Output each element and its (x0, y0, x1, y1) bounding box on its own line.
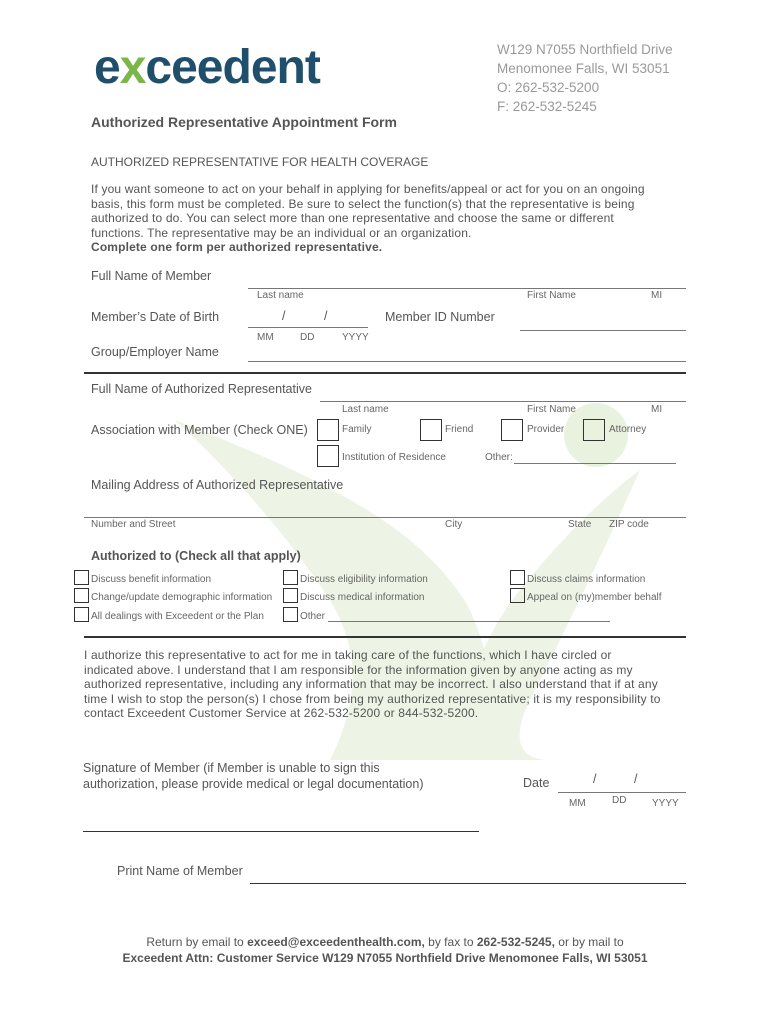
consent-line: indicated above. I understand that I am responsible for the information given by anyone acting as my (84, 662, 633, 677)
rep-full-name-label: Full Name of Authorized Representative (91, 382, 312, 396)
all-dealings-checkbox[interactable] (74, 607, 89, 622)
medical-info-label: Discuss medical information (300, 592, 425, 603)
form-title: Authorized Representative Appointment Form (91, 114, 397, 130)
demographic-checkbox[interactable] (74, 588, 89, 603)
other-authorized-label: Other (300, 611, 326, 622)
group-employer-label: Group/Employer Name (91, 345, 219, 359)
intro-paragraph (91, 182, 681, 255)
signature-label-line: authorization, please provide medical or legal documentation) (83, 777, 424, 791)
group-employer-input-line[interactable] (248, 361, 686, 362)
city-caption: City (445, 519, 463, 530)
association-label: Association with Member (Check ONE) (91, 423, 308, 437)
benefit-info-checkbox[interactable] (74, 570, 89, 585)
address-street: W129 N7055 Northfield Drive (497, 42, 673, 57)
section-divider (84, 372, 686, 374)
dob-mm-caption: MM (257, 332, 274, 343)
logo-text-pre: e (94, 41, 120, 94)
address-office-phone: O: 262-532-5200 (497, 80, 600, 95)
signature-label (83, 760, 423, 792)
attorney-option-label: Attorney (609, 424, 647, 435)
intro-line: basis, this form must be completed. Be sure to select the function(s) that the representative is being (91, 196, 635, 211)
mailing-address-label: Mailing Address of Authorized Representative (91, 478, 344, 492)
benefit-info-label: Discuss benefit information (91, 574, 212, 585)
zip-caption: ZIP code (609, 519, 649, 530)
rep-last-name-caption: Last name (342, 404, 389, 415)
dob-yyyy-caption: YYYY (342, 332, 369, 343)
footer-line-1 (0, 935, 770, 949)
footer-line-2: Exceedent Attn: Customer Service W129 N7055 Northfield Drive Menomonee Falls, WI 53051 (122, 951, 648, 965)
date-slash: / (634, 772, 638, 786)
intro-line: functions. The representative may be an individual or an organization. (91, 225, 472, 240)
member-first-name-caption: First Name (527, 290, 576, 301)
footer-fax: 262-532-5245, (476, 935, 555, 949)
dob-slash: / (324, 309, 328, 323)
intro-line: authorized to do. You can select more than one representative and choose the same or different (91, 211, 614, 225)
footer-email[interactable]: exceed@exceedenthealth.com, (247, 935, 425, 949)
sig-date-dd-caption: DD (612, 795, 627, 806)
consent-line: I authorize this representative to act for me in taking care of the functions, which I have circled or (84, 648, 612, 662)
intro-bold-note: Complete one form per authorized representative. (91, 240, 383, 254)
member-id-input-line[interactable] (520, 330, 686, 331)
company-address (497, 40, 673, 116)
dob-slash: / (282, 309, 286, 323)
institution-checkbox[interactable] (317, 445, 339, 467)
logo-x-figure: x (119, 41, 146, 94)
provider-checkbox[interactable] (501, 419, 523, 441)
signature-label-line: Signature of Member (if Member is unable to sign this (83, 761, 380, 775)
dob-dd-caption: DD (300, 332, 315, 343)
rep-name-input-line[interactable] (320, 401, 686, 402)
section-divider (84, 636, 686, 638)
sig-date-mm-caption: MM (569, 798, 586, 809)
footer-text: by fax to (424, 935, 477, 949)
claims-info-label: Discuss claims information (527, 574, 646, 585)
section-heading: AUTHORIZED REPRESENTATIVE FOR HEALTH COVERAGE (91, 155, 429, 169)
other-option-label: Other: (485, 452, 513, 463)
all-dealings-label: All dealings with Exceedent or the Plan (91, 611, 264, 622)
rep-mi-caption: MI (651, 404, 663, 415)
print-name-label: Print Name of Member (117, 864, 243, 878)
authorized-heading: Authorized to (Check all that apply) (91, 549, 301, 563)
member-mi-caption: MI (651, 290, 663, 301)
family-checkbox[interactable] (317, 419, 339, 441)
other-input-line[interactable] (514, 463, 676, 464)
other-authorized-input-line[interactable] (328, 621, 610, 622)
other-authorized-checkbox[interactable] (283, 607, 298, 622)
eligibility-info-label: Discuss eligibility information (300, 574, 428, 585)
address-city: Menomonee Falls, WI 53051 (497, 61, 670, 76)
signature-input-line[interactable] (83, 831, 479, 832)
family-option-label: Family (342, 424, 372, 435)
member-dob-input-line[interactable] (248, 327, 368, 328)
member-id-label: Member ID Number (385, 310, 495, 324)
friend-option-label: Friend (445, 424, 474, 435)
footer-text: Return by email to (146, 935, 248, 949)
demographic-label: Change/update demographic information (91, 592, 273, 603)
mailing-address-input-line[interactable] (84, 517, 686, 518)
consent-paragraph (84, 648, 691, 721)
sig-date-yyyy-caption: YYYY (652, 798, 679, 809)
eligibility-info-checkbox[interactable] (283, 570, 298, 585)
street-caption: Number and Street (91, 519, 176, 530)
date-label: Date (523, 776, 550, 790)
brand-logo (94, 40, 320, 95)
member-full-name-label: Full Name of Member (91, 269, 212, 283)
print-name-input-line[interactable] (250, 883, 686, 884)
appeal-checkbox[interactable] (510, 588, 525, 603)
member-dob-label: Member’s Date of Birth (91, 310, 220, 324)
logo-text-post: ceedent (145, 41, 320, 94)
intro-line: If you want someone to act on your behalf in applying for benefits/appeal or act for you on an ongoing (91, 182, 645, 196)
signature-date-input-line[interactable] (558, 792, 686, 793)
friend-checkbox[interactable] (420, 419, 442, 441)
date-slash: / (593, 772, 597, 786)
address-fax: F: 262-532-5245 (497, 99, 597, 114)
consent-line: authorized representative, including any information that may be incorrect. I also understand that if at any (84, 677, 658, 691)
consent-line: time I wish to stop the person(s) I chose from being my authorized representative; it is my responsibility to (84, 691, 661, 706)
footer-text: or by mail to (554, 935, 624, 949)
appeal-label: Appeal on (my)member behalf (527, 592, 662, 603)
attorney-checkbox[interactable] (583, 419, 605, 441)
member-name-input-line[interactable] (248, 288, 686, 289)
provider-option-label: Provider (527, 424, 565, 435)
member-last-name-caption: Last name (257, 290, 304, 301)
claims-info-checkbox[interactable] (510, 570, 525, 585)
institution-option-label: Institution of Residence (342, 452, 446, 463)
medical-info-checkbox[interactable] (283, 588, 298, 603)
rep-first-name-caption: First Name (527, 404, 576, 415)
consent-line: contact Exceedent Customer Service at 262-532-5200 or 844-532-5200. (84, 706, 479, 720)
state-caption: State (568, 519, 592, 530)
